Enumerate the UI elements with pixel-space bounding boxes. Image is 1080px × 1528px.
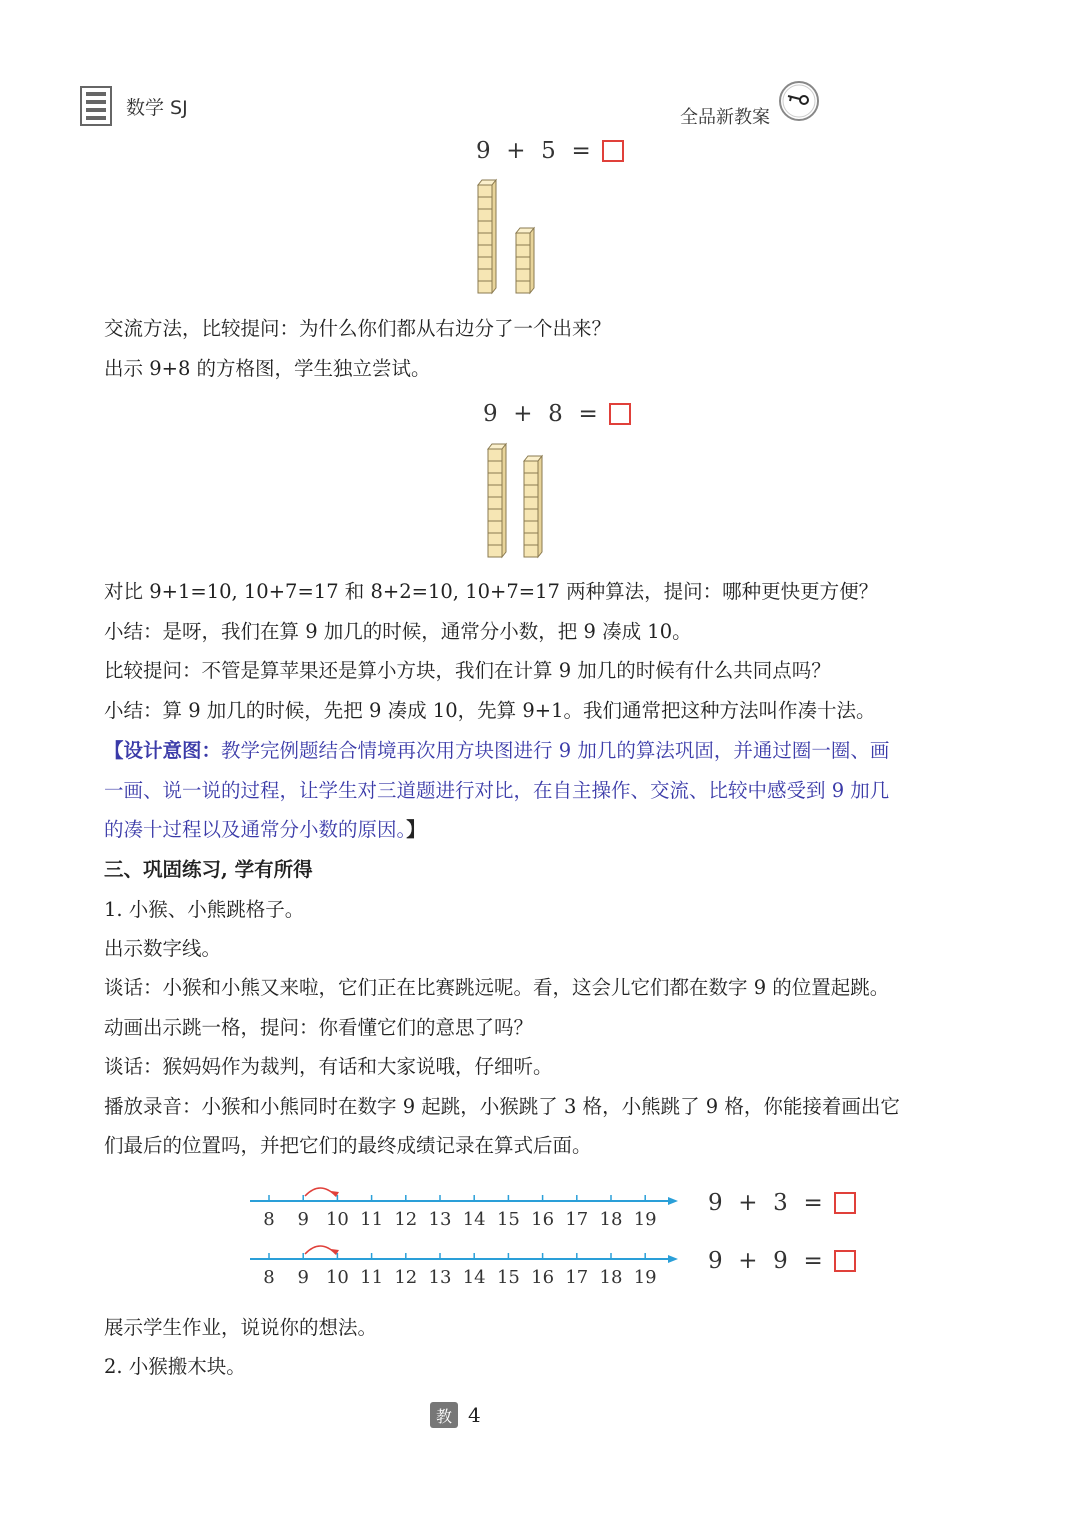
paragraph: 出示 9+8 的方格图，学生独立尝试。 — [104, 357, 431, 380]
tick-label: 18 — [599, 1209, 623, 1230]
teacher-badge: 教 — [430, 1402, 458, 1428]
tick-label: 18 — [599, 1267, 623, 1288]
eq1-a: 9 — [476, 138, 492, 164]
tick-label: 16 — [531, 1267, 555, 1288]
tick-label: 17 — [565, 1267, 589, 1288]
section-heading: 三、巩固练习, 学有所得 — [104, 858, 313, 881]
paragraph: 对比 9+1=10, 10+7=17 和 8+2=10, 10+7=17 两种算法，提问：哪种更快更方便？ — [104, 580, 879, 603]
eq2-op: + — [513, 401, 534, 427]
design-intent-text: 的凑十过程以及通常分小数的原因。 — [104, 818, 407, 841]
tick-label: 19 — [633, 1267, 657, 1288]
eq3-eq: = — [803, 1190, 824, 1216]
page-footer — [430, 1402, 481, 1428]
list-item: 2. 小猴搬木块。 — [104, 1355, 246, 1378]
paragraph: 们最后的位置吗，并把它们的最终成绩记录在算式后面。 — [104, 1134, 592, 1157]
tick-label: 17 — [565, 1209, 589, 1230]
tick-label: 14 — [462, 1267, 486, 1288]
eq1-eq: = — [571, 138, 592, 164]
tick-label: 15 — [496, 1267, 520, 1288]
paragraph: 谈话：猴妈妈作为裁判，有话和大家说哦，仔细听。 — [104, 1055, 553, 1078]
number-line-2 — [250, 1246, 678, 1288]
tick-label: 8 — [263, 1209, 275, 1230]
answer-box — [834, 1250, 856, 1272]
paragraph: 小结：是呀，我们在算 9 加几的时候，通常分小数，把 9 凑成 10。 — [104, 620, 692, 643]
block-column-9 — [488, 444, 506, 557]
eq3-a: 9 — [708, 1190, 724, 1216]
equation-9-plus-5 — [476, 138, 624, 164]
tick-label: 16 — [531, 1209, 555, 1230]
eq2-b: 8 — [548, 401, 564, 427]
answer-box — [609, 403, 631, 425]
eq2-eq: = — [578, 401, 599, 427]
tick-label: 9 — [297, 1267, 309, 1288]
tick-label: 19 — [633, 1209, 657, 1230]
block-figure-9-8 — [484, 440, 548, 562]
paragraph: 谈话：小猴和小熊又来啦，它们正在比赛跳远呢。看，这会儿它们都在数字 9 的位置起跳。 — [104, 976, 890, 999]
design-intent-line1 — [104, 739, 889, 763]
eq3-op: + — [738, 1190, 759, 1216]
tick-label: 14 — [462, 1209, 486, 1230]
page-number: 4 — [468, 1403, 481, 1427]
paragraph: 交流方法，比较提问：为什么你们都从右边分了一个出来？ — [104, 317, 612, 340]
eq1-b: 5 — [541, 138, 557, 164]
tick-label: 9 — [297, 1209, 309, 1230]
number-line-1 — [250, 1188, 678, 1230]
number-lines — [248, 1180, 688, 1290]
tick-label: 8 — [263, 1267, 275, 1288]
paragraph: 比较提问：不管是算苹果还是算小方块，我们在计算 9 加几的时候有什么共同点吗？ — [104, 659, 831, 682]
design-close-bracket: 】 — [406, 818, 426, 841]
block-column-8 — [524, 456, 542, 557]
list-item: 1. 小猴、小熊跳格子。 — [104, 898, 305, 921]
tick-label: 11 — [360, 1267, 384, 1288]
block-figure-9-5 — [474, 176, 538, 298]
design-intent-line2: 一画、说一说的过程，让学生对三道题进行对比，在自主操作、交流、比较中感受到 9 加几 — [104, 779, 890, 802]
book-title: 全品新教案 — [680, 107, 770, 128]
tick-label: 15 — [496, 1209, 520, 1230]
tick-label: 13 — [428, 1267, 452, 1288]
subject-label: 数学 SJ — [126, 96, 188, 119]
eq4-a: 9 — [708, 1248, 724, 1274]
design-open-bracket: 【 — [104, 739, 124, 762]
eq4-b: 9 — [773, 1248, 789, 1274]
page-header-left — [80, 86, 188, 126]
paragraph: 小结：算 9 加几的时候，先把 9 凑成 10，先算 9+1。我们通常把这种方法叫作凑十法。 — [104, 699, 876, 722]
equation-9-plus-9 — [708, 1248, 856, 1274]
block-column-9 — [478, 180, 496, 293]
book-logo-icon — [80, 86, 112, 126]
design-intent-label: 设计意图： — [123, 739, 222, 762]
key-icon — [778, 80, 820, 122]
answer-box — [602, 140, 624, 162]
paragraph: 展示学生作业，说说你的想法。 — [104, 1316, 378, 1339]
tick-label: 11 — [360, 1209, 384, 1230]
tick-label: 12 — [394, 1267, 418, 1288]
equation-9-plus-3 — [708, 1190, 856, 1216]
answer-box — [834, 1192, 856, 1214]
design-intent-text: 教学完例题结合情境再次用方块图进行 9 加几的算法巩固，并通过圈一圈、画 — [221, 739, 890, 762]
block-column-5 — [516, 228, 534, 293]
paragraph: 播放录音：小猴和小熊同时在数字 9 起跳，小猴跳了 3 格，小熊跳了 9 格，你能接着画出它 — [104, 1095, 900, 1118]
tick-label: 12 — [394, 1209, 418, 1230]
eq1-op: + — [506, 138, 527, 164]
eq4-eq: = — [803, 1248, 824, 1274]
tick-label: 10 — [325, 1209, 349, 1230]
paragraph: 动画出示跳一格，提问：你看懂它们的意思了吗？ — [104, 1016, 534, 1039]
eq3-b: 3 — [773, 1190, 789, 1216]
paragraph: 出示数字线。 — [104, 937, 222, 960]
eq2-a: 9 — [483, 401, 499, 427]
tick-label: 13 — [428, 1209, 452, 1230]
tick-label: 10 — [325, 1267, 349, 1288]
equation-9-plus-8 — [483, 401, 631, 427]
design-intent-line3 — [104, 818, 426, 842]
eq4-op: + — [738, 1248, 759, 1274]
